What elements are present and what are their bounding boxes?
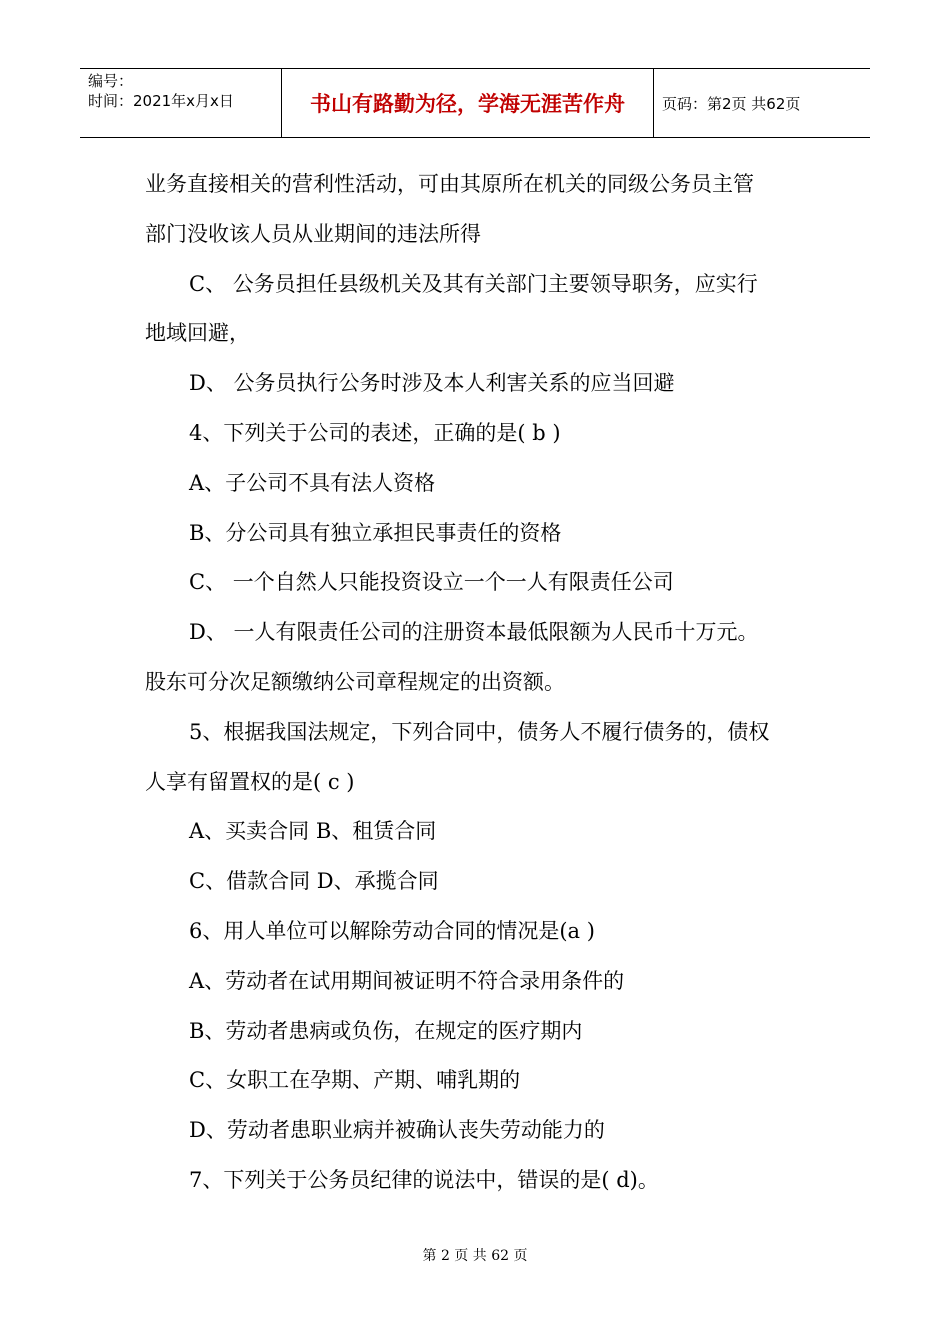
text-line: D、劳动者患职业病并被确认丧失劳动能力的 [189, 1118, 605, 1143]
text-line: 业务直接相关的营利性活动，可由其原所在机关的同级公务员主管 [145, 172, 754, 196]
text-line: 5、根据我国法规定，下列合同中，债务人不履行债务的，债权 [189, 719, 770, 744]
text-line: D、 公务员执行公务时涉及本人利害关系的应当回避 [189, 371, 675, 396]
header-page-info: 页码：第2页 共62页 [662, 94, 801, 113]
document-header [80, 68, 870, 138]
text-line: 股东可分次足额缴纳公司章程规定的出资额。 [145, 669, 565, 694]
document-body [145, 160, 815, 1206]
text-line: 人享有留置权的是( c ) [145, 769, 355, 794]
text-line: A、买卖合同 B、租赁合同 [189, 819, 437, 844]
page-footer: 第 2 页 共 62 页 [422, 1248, 528, 1264]
time-label: 时间：2021年x月x日 [88, 92, 234, 110]
text-line: B、分公司具有独立承担民事责任的资格 [189, 520, 562, 545]
text-line: C、 公务员担任县级机关及其有关部门主要领导职务，应实行 [189, 271, 758, 296]
text-line: A、劳动者在试用期间被证明不符合录用条件的 [189, 968, 625, 993]
text-line: C、 一个自然人只能投资设立一个一人有限责任公司 [189, 570, 674, 595]
text-line: 部门没收该人员从业期间的违法所得 [145, 221, 481, 246]
text-line: 地域回避， [145, 321, 250, 346]
text-line: C、女职工在孕期、产期、哺乳期的 [189, 1068, 521, 1093]
text-line: A、子公司不具有法人资格 [189, 470, 436, 495]
text-line: 7、下列关于公务员纪律的说法中，错误的是( d)。 [189, 1167, 659, 1192]
header-motto: 书山有路勤为径，学海无涯苦作舟 [282, 69, 654, 137]
text-line: B、劳动者患病或负伤，在规定的医疗期内 [189, 1018, 583, 1043]
header-meta [80, 69, 282, 137]
text-line: D、 一人有限责任公司的注册资本最低限额为人民币十万元。 [189, 620, 759, 645]
number-label: 编号： [88, 72, 134, 90]
text-line: 4、下列关于公司的表述，正确的是( b ) [189, 420, 561, 445]
text-line: 6、用人单位可以解除劳动合同的情况是(a ) [189, 918, 595, 943]
text-line: C、借款合同 D、承揽合同 [189, 869, 439, 894]
